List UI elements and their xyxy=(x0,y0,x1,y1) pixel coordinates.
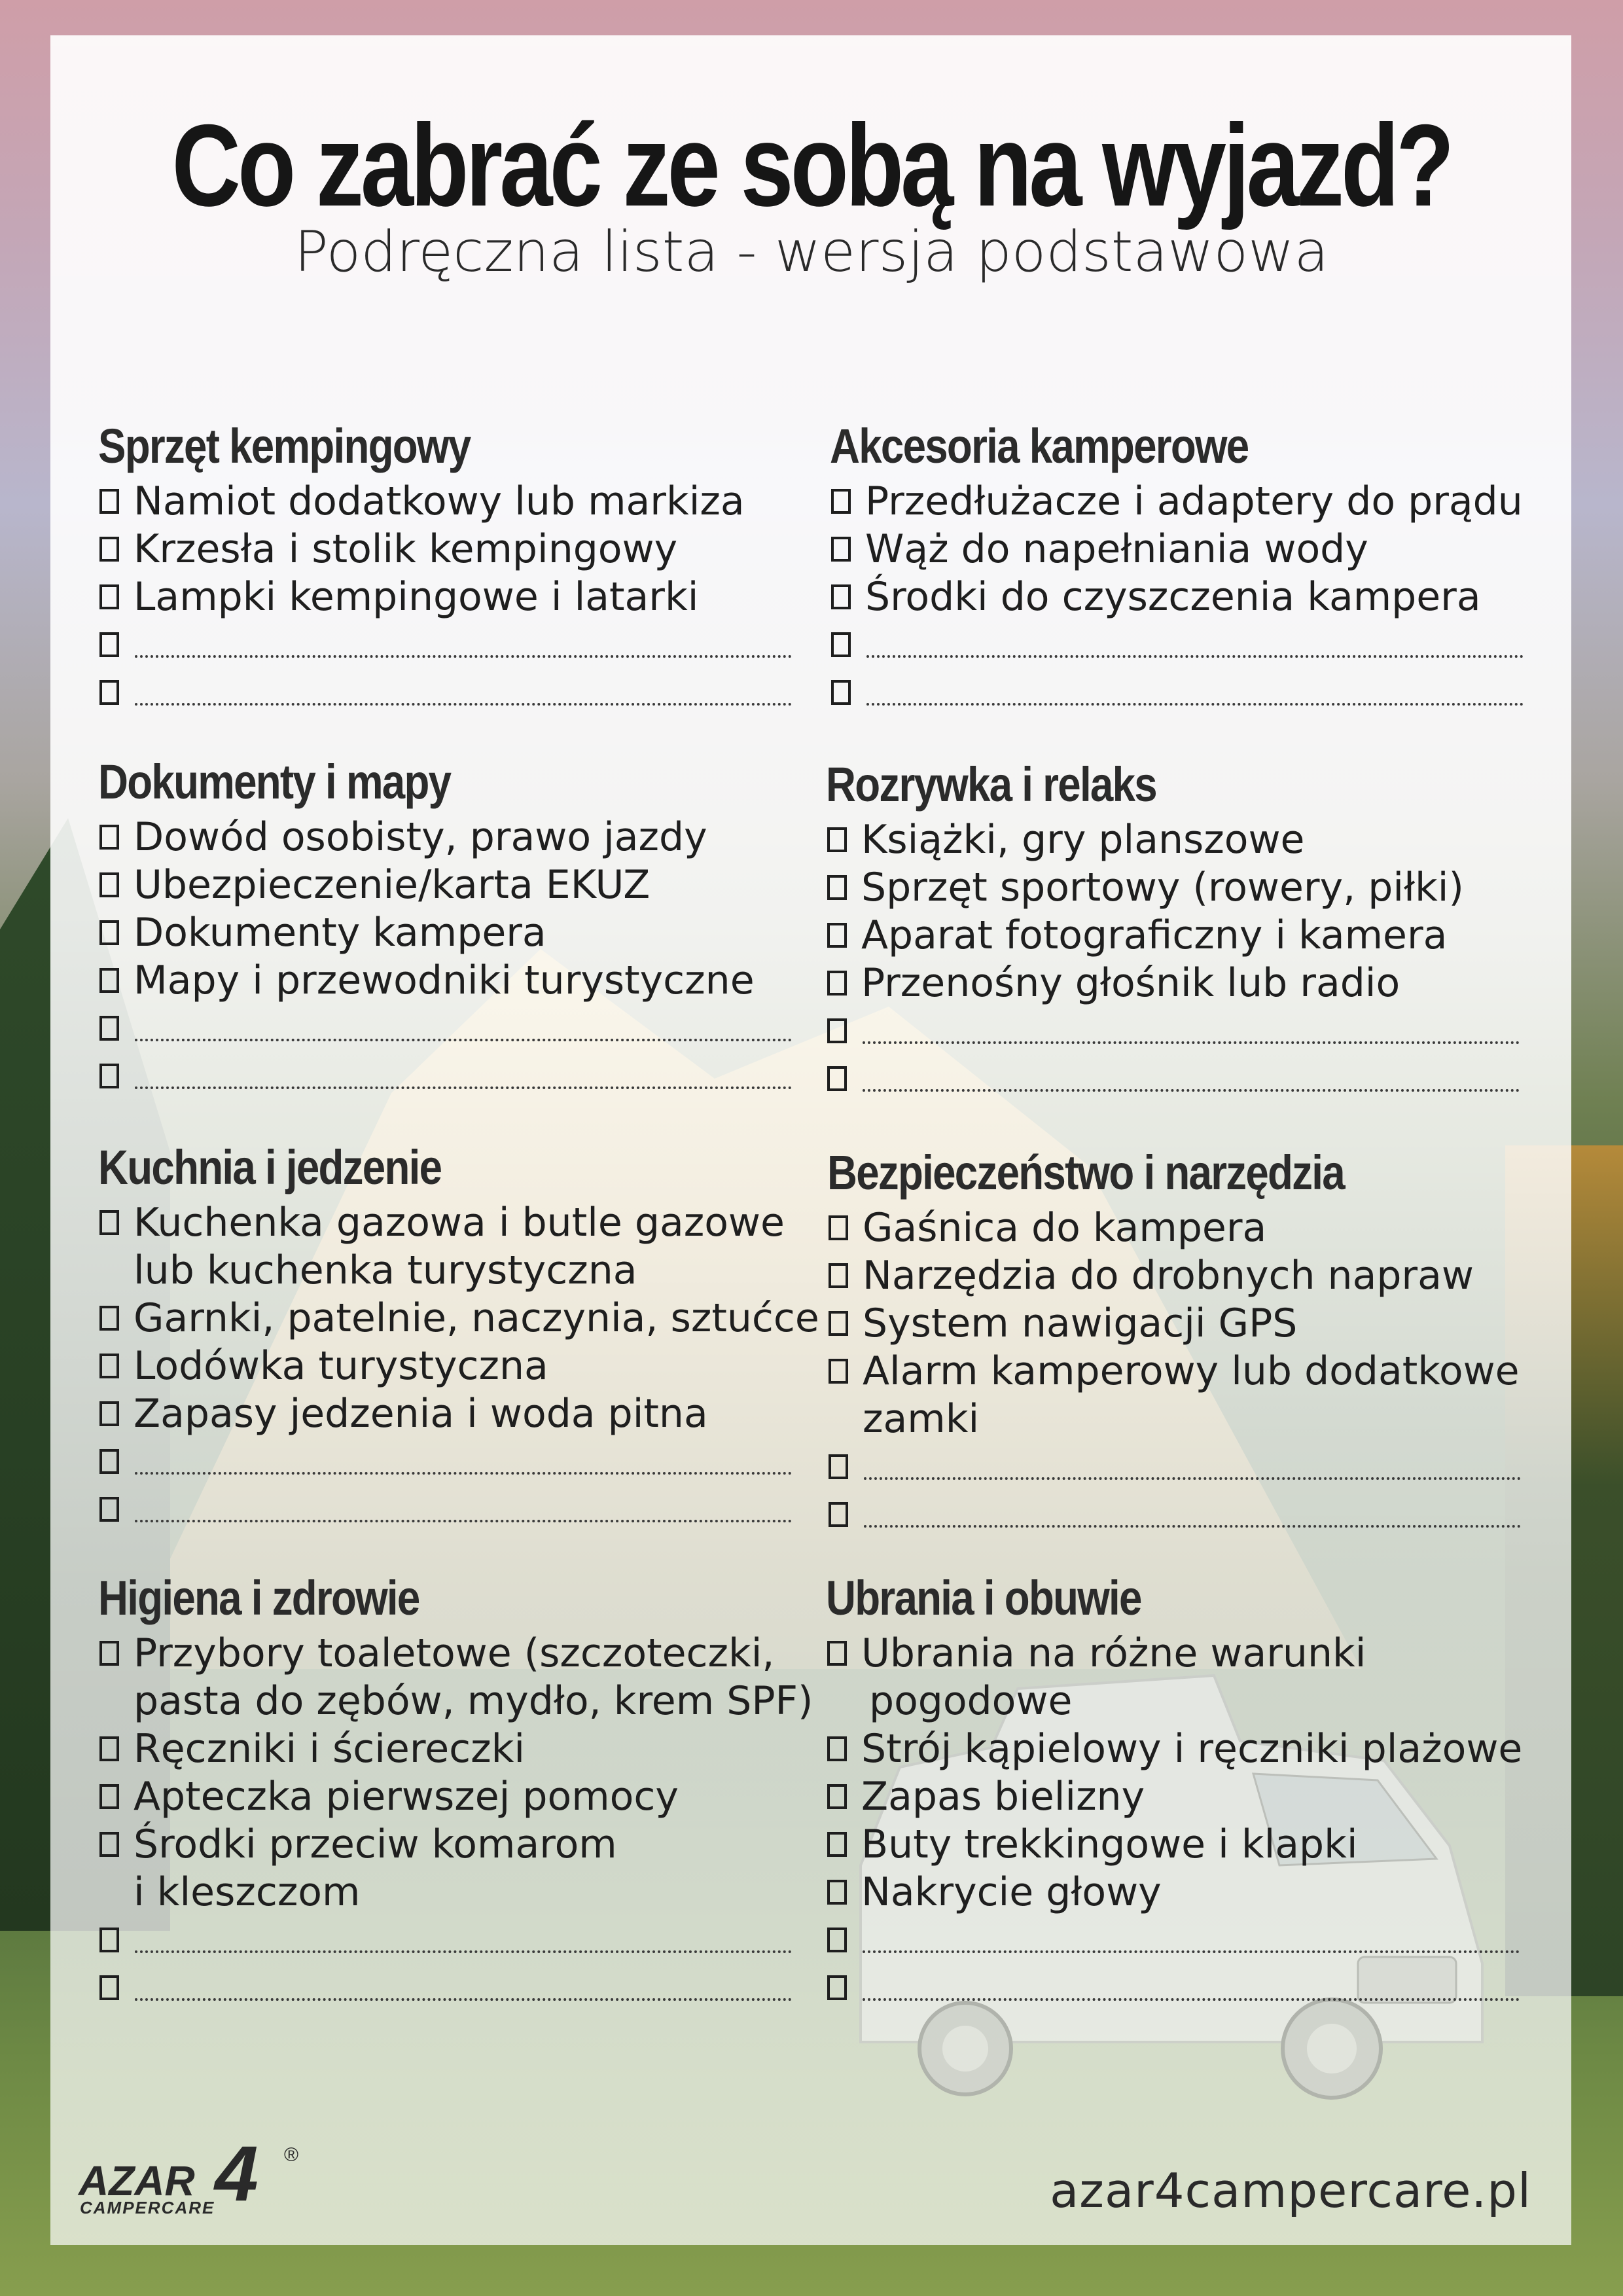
blank-entry-line[interactable] xyxy=(827,1491,1521,1539)
page-title: Co zabrać ze sobą na wyjazd? xyxy=(171,100,1452,230)
checklist-item[interactable]: Strój kąpielowy i ręczniki plażowe xyxy=(826,1725,1520,1773)
section-akcesoria-kamperowe xyxy=(830,419,1524,717)
section-dokumenty-i-mapy xyxy=(98,755,792,1100)
checklist-item[interactable]: Ubrania na różne warunki pogodowe xyxy=(826,1630,1520,1725)
blank-entry-line[interactable] xyxy=(826,1964,1520,2012)
checkbox-icon[interactable] xyxy=(99,920,119,945)
checklist-item[interactable]: Nakrycie głowy xyxy=(826,1869,1520,1916)
checkbox-icon[interactable] xyxy=(99,968,119,993)
checklist-item[interactable]: Narzędzia do drobnych napraw xyxy=(827,1252,1521,1300)
section-heading: Rozrywka i relaks xyxy=(826,757,1156,812)
checkbox-icon[interactable] xyxy=(99,872,119,897)
checkbox-icon[interactable] xyxy=(827,971,847,996)
checklist-item[interactable]: Namiot dodatkowy lub markiza xyxy=(98,478,792,526)
checklist-item[interactable]: Mapy i przewodniki turystyczne xyxy=(98,957,792,1005)
checkbox-icon[interactable] xyxy=(827,1641,847,1666)
blank-entry-line[interactable] xyxy=(826,1007,1520,1055)
checkbox-icon[interactable] xyxy=(99,1449,119,1474)
checkbox-icon[interactable] xyxy=(99,680,119,705)
section-heading: Akcesoria kamperowe xyxy=(830,419,1249,473)
logo-sub-text: CAMPERCARE xyxy=(80,2198,215,2217)
checklist-item[interactable]: Garnki, patelnie, naczynia, sztućce xyxy=(98,1295,792,1342)
checkbox-icon[interactable] xyxy=(99,1497,119,1522)
blank-entry-line[interactable] xyxy=(98,1438,792,1486)
page-subtitle: Podręczna lista - wersja podstawowa xyxy=(294,219,1329,285)
blank-entry-line[interactable] xyxy=(827,1443,1521,1491)
checkbox-icon[interactable] xyxy=(827,923,847,948)
section-heading: Dokumenty i mapy xyxy=(98,755,451,809)
checkbox-icon[interactable] xyxy=(827,875,847,900)
checkbox-icon[interactable] xyxy=(99,584,119,609)
checklist-item[interactable]: Przenośny głośnik lub radio xyxy=(826,960,1520,1007)
checklist-item[interactable]: Sprzęt sportowy (rowery, piłki) xyxy=(826,864,1520,912)
checklist-item[interactable]: Gaśnica do kampera xyxy=(827,1204,1521,1252)
checkbox-icon[interactable] xyxy=(827,1018,847,1043)
checkbox-icon[interactable] xyxy=(99,1306,119,1331)
checklist-item[interactable]: Alarm kamperowy lub dodatkowe zamki xyxy=(827,1348,1521,1443)
checklist-item[interactable]: Dowód osobisty, prawo jazdy xyxy=(98,814,792,861)
blank-entry-line[interactable] xyxy=(98,1052,792,1100)
checkbox-icon[interactable] xyxy=(827,1784,847,1809)
checklist-item[interactable]: Buty trekkingowe i klapki xyxy=(826,1821,1520,1869)
logo-brand-text: AZAR xyxy=(79,2157,195,2204)
checkbox-icon[interactable] xyxy=(827,1928,847,1952)
checkbox-icon[interactable] xyxy=(829,1215,848,1240)
checkbox-icon[interactable] xyxy=(99,489,119,514)
checkbox-icon[interactable] xyxy=(827,1832,847,1857)
checklist-item[interactable]: Krzesła i stolik kempingowy xyxy=(98,526,792,573)
checklist-item[interactable]: System nawigacji GPS xyxy=(827,1300,1521,1348)
checkbox-icon[interactable] xyxy=(829,1359,848,1384)
checklist-item[interactable]: Aparat fotograficzny i kamera xyxy=(826,912,1520,960)
blank-entry-line[interactable] xyxy=(98,1486,792,1534)
checklist-item[interactable]: Przedłużacze i adaptery do prądu xyxy=(830,478,1524,526)
checkbox-icon[interactable] xyxy=(99,1354,119,1378)
checklist-item[interactable]: Dokumenty kampera xyxy=(98,909,792,957)
section-kuchnia-i-jedzenie xyxy=(98,1140,819,1534)
checkbox-icon[interactable] xyxy=(99,632,119,657)
blank-entry-line[interactable] xyxy=(826,1916,1520,1964)
azar4-campercare-logo xyxy=(77,2135,313,2220)
checkbox-icon[interactable] xyxy=(99,1832,119,1857)
checkbox-icon[interactable] xyxy=(99,1928,119,1952)
checklist-item[interactable]: Lampki kempingowe i latarki xyxy=(98,573,792,621)
checkbox-icon[interactable] xyxy=(831,632,851,657)
checkbox-icon[interactable] xyxy=(827,827,847,852)
section-heading: Bezpieczeństwo i narzędzia xyxy=(827,1145,1344,1200)
checklist-item[interactable]: Książki, gry planszowe xyxy=(826,816,1520,864)
checklist-item[interactable]: Środki przeciw komarom i kleszczom xyxy=(98,1821,792,1916)
checkbox-icon[interactable] xyxy=(831,584,851,609)
checkbox-icon[interactable] xyxy=(827,1736,847,1761)
logo-number-text: 4 xyxy=(215,2135,259,2217)
checkbox-icon[interactable] xyxy=(831,537,851,562)
checkbox-icon[interactable] xyxy=(99,1784,119,1809)
checkbox-icon[interactable] xyxy=(829,1502,848,1527)
checkbox-icon[interactable] xyxy=(99,1210,119,1235)
checkbox-icon[interactable] xyxy=(99,1736,119,1761)
section-sprzet-kempingowy xyxy=(98,419,792,717)
checklist-item[interactable]: Apteczka pierwszej pomocy xyxy=(98,1773,792,1821)
checkbox-icon[interactable] xyxy=(829,1311,848,1336)
section-heading: Ubrania i obuwie xyxy=(826,1571,1141,1625)
checklist-item[interactable]: Przybory toaletowe (szczoteczki, pasta do zębów, mydło, krem SPF) xyxy=(98,1630,792,1725)
checkbox-icon[interactable] xyxy=(827,1880,847,1905)
blank-entry-line[interactable] xyxy=(830,621,1524,669)
checkbox-icon[interactable] xyxy=(829,1454,848,1479)
blank-entry-line[interactable] xyxy=(98,669,792,717)
checkbox-icon[interactable] xyxy=(831,489,851,514)
checkbox-icon[interactable] xyxy=(831,680,851,705)
checkbox-icon[interactable] xyxy=(99,825,119,850)
checkbox-icon[interactable] xyxy=(99,1401,119,1426)
checklist-item[interactable]: Lodówka turystyczna xyxy=(98,1342,792,1390)
section-heading: Sprzęt kempingowy xyxy=(98,419,471,473)
checkbox-icon[interactable] xyxy=(99,1064,119,1088)
section-bezpieczenstwo-i-narzedzia xyxy=(827,1145,1521,1539)
checkbox-icon[interactable] xyxy=(99,537,119,562)
blank-entry-line[interactable] xyxy=(98,1005,792,1052)
checklist-item[interactable]: Zapasy jedzenia i woda pitna xyxy=(98,1390,792,1438)
checklist-item[interactable]: Środki do czyszczenia kampera xyxy=(830,573,1524,621)
checkbox-icon[interactable] xyxy=(99,1641,119,1666)
checklist-item[interactable]: Kuchenka gazowa i butle gazowe lub kuchenka turystyczna xyxy=(98,1199,792,1295)
checklist-item[interactable]: Ubezpieczenie/karta EKUZ xyxy=(98,861,792,909)
checkbox-icon[interactable] xyxy=(99,1016,119,1041)
blank-entry-line[interactable] xyxy=(830,669,1524,717)
blank-entry-line[interactable] xyxy=(98,1916,792,1964)
checklist-item[interactable]: Wąż do napełniania wody xyxy=(830,526,1524,573)
section-heading: Higiena i zdrowie xyxy=(98,1571,419,1625)
checklist-item[interactable]: Zapas bielizny xyxy=(826,1773,1520,1821)
logo-registered-mark: ® xyxy=(284,2144,299,2166)
checkbox-icon[interactable] xyxy=(827,1066,847,1091)
checkbox-icon[interactable] xyxy=(827,1975,847,2000)
blank-entry-line[interactable] xyxy=(98,1964,792,2012)
checklist-item[interactable]: Ręczniki i ściereczki xyxy=(98,1725,792,1773)
section-heading: Kuchnia i jedzenie xyxy=(98,1140,442,1194)
section-higiena-i-zdrowie xyxy=(98,1571,813,2012)
section-ubrania-i-obuwie xyxy=(826,1571,1523,2012)
footer-website-url[interactable]: azar4campercare.pl xyxy=(1050,2163,1531,2218)
blank-entry-line[interactable] xyxy=(98,621,792,669)
checkbox-icon[interactable] xyxy=(99,1975,119,2000)
checkbox-icon[interactable] xyxy=(829,1263,848,1288)
section-rozrywka-i-relaks xyxy=(826,757,1520,1103)
blank-entry-line[interactable] xyxy=(826,1055,1520,1103)
